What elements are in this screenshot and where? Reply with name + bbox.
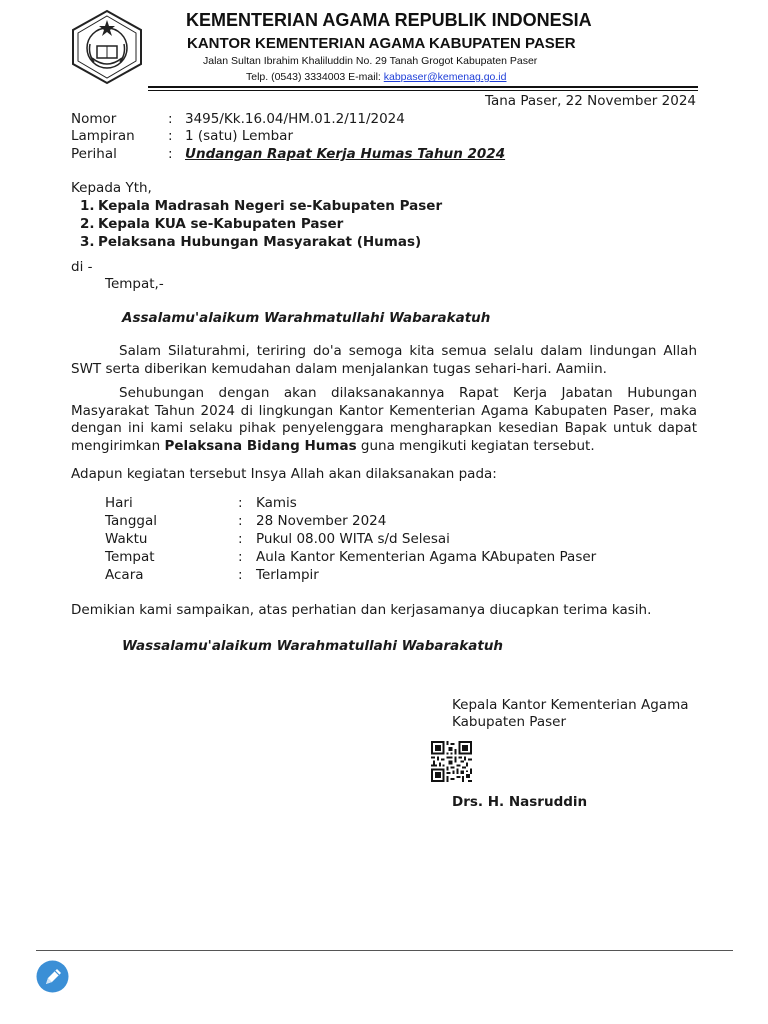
perihal-value: Undangan Rapat Kerja Humas Tahun 2024 xyxy=(185,146,506,162)
recipient-text: Pelaksana Hubungan Masyarakat (Humas) xyxy=(98,234,422,250)
closing-salutation: Wassalamu'alaikum Warahmatullahi Wabarakatuh xyxy=(122,638,504,654)
detail-label: Hari xyxy=(105,495,133,511)
lampiran-label: Lampiran xyxy=(71,128,135,144)
letterhead-office: KANTOR KEMENTERIAN AGAMA KABUPATEN PASER xyxy=(187,35,576,52)
signer-title-line2: Kabupaten Paser xyxy=(452,714,566,730)
letterhead-rule-thin xyxy=(148,90,698,91)
colon: : xyxy=(168,111,173,127)
colon: : xyxy=(238,495,243,511)
recipient-number: 3. xyxy=(80,234,95,250)
letterhead-ministry: KEMENTERIAN AGAMA REPUBLIK INDONESIA xyxy=(186,10,592,30)
colon: : xyxy=(238,513,243,529)
recipient-text: Kepala KUA se-Kabupaten Paser xyxy=(98,216,344,232)
recipient-item xyxy=(80,233,421,251)
letterhead-address: Jalan Sultan Ibrahim Khaliluddin No. 29 Tanah Grogot Kabupaten Paser xyxy=(203,55,538,67)
paragraph-text: Salam Silaturahmi, teriring do'a semoga kita semua selalu dalam lindungan Allah SWT serta diberikan kemudahan dalam menjalankan tugas sehari-hari. Aamiin. xyxy=(71,343,697,377)
agenda-intro: Adapun kegiatan tersebut Insya Allah akan dilaksanakan pada: xyxy=(71,466,497,482)
opening-salutation: Assalamu'alaikum Warahmatullahi Wabarakatuh xyxy=(122,310,491,326)
place-date: Tana Paser, 22 November 2024 xyxy=(484,93,696,109)
addressee-di: di - xyxy=(71,259,93,275)
contact-phone: Telp. (0543) 3334003 E-mail: xyxy=(246,71,384,83)
recipient-item xyxy=(80,197,442,215)
addressee-greeting: Kepada Yth, xyxy=(71,180,152,196)
detail-label: Waktu xyxy=(105,531,148,547)
closing-sentence: Demikian kami sampaikan, atas perhatian dan kerjasamanya diucapkan terima kasih. xyxy=(71,602,652,618)
colon: : xyxy=(168,146,173,162)
detail-value: Kamis xyxy=(256,495,297,511)
colon: : xyxy=(238,549,243,565)
footer-divider xyxy=(36,950,733,951)
detail-value: Aula Kantor Kementerian Agama KAbupaten Paser xyxy=(256,549,597,565)
detail-label: Tempat xyxy=(105,549,155,565)
detail-value: Pukul 08.00 WITA s/d Selesai xyxy=(256,531,450,547)
pen-badge-icon xyxy=(36,960,69,993)
lampiran-value: 1 (satu) Lembar xyxy=(185,128,293,144)
ministry-emblem-icon xyxy=(68,8,146,86)
signer-title-line1: Kepala Kantor Kementerian Agama xyxy=(452,697,689,713)
nomor-value: 3495/Kk.16.04/HM.01.2/11/2024 xyxy=(185,111,405,127)
signer-name: Drs. H. Nasruddin xyxy=(452,794,588,810)
colon: : xyxy=(238,531,243,547)
paragraph-end: guna mengikuti kegiatan tersebut. xyxy=(356,437,595,454)
paragraph-silaturahmi xyxy=(71,343,697,378)
email-link[interactable]: kabpaser@kemenag.go.id xyxy=(383,71,507,83)
nomor-label: Nomor xyxy=(71,111,117,127)
letterhead-contact xyxy=(246,71,506,83)
detail-label: Acara xyxy=(105,567,144,583)
detail-value: Terlampir xyxy=(256,567,319,583)
paragraph-emphasis: Pelaksana Bidang Humas xyxy=(164,437,357,454)
recipient-text: Kepala Madrasah Negeri se-Kabupaten Paser xyxy=(98,198,443,214)
paragraph-text xyxy=(71,385,697,455)
detail-value: 28 November 2024 xyxy=(256,513,387,529)
detail-label: Tanggal xyxy=(105,513,158,529)
recipient-item xyxy=(80,215,343,233)
colon: : xyxy=(168,128,173,144)
perihal-label: Perihal xyxy=(71,146,117,162)
paragraph-sehubungan xyxy=(71,385,697,455)
recipient-number: 1. xyxy=(80,198,95,214)
qr-code-icon xyxy=(431,741,472,782)
addressee-tempat: Tempat,- xyxy=(105,276,164,292)
colon: : xyxy=(238,567,243,583)
paragraph-start: Sehubungan dengan akan dilaksanakannya Rapat Kerja Jabatan Hubungan Masyarakat Tahun 2024 di lingkungan Kantor Kementerian Agama Kabupaten Paser, maka dengan ini kami selaku pihak penyelenggara mengharapkan kesedian Bapak untuk dapat mengirimkan xyxy=(71,385,697,454)
letterhead-rule-thick xyxy=(148,86,698,88)
recipient-number: 2. xyxy=(80,216,95,232)
